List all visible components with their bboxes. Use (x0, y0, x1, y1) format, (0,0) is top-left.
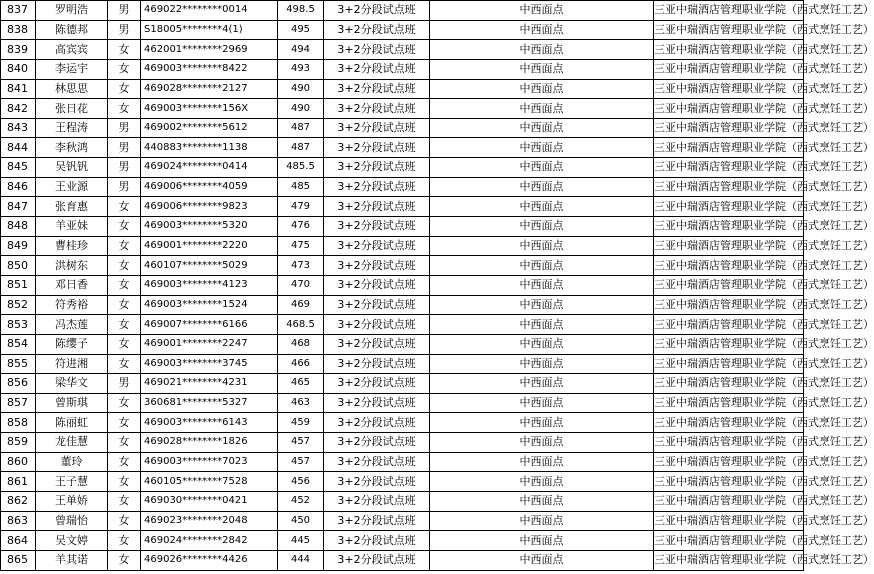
program-type-cell: 3+2分段试点班 (324, 433, 430, 453)
program-type-cell: 3+2分段试点班 (324, 20, 430, 40)
student-name-cell: 王单娇 (36, 492, 108, 512)
student-name-cell: 高宾宾 (36, 40, 108, 60)
program-type-cell: 3+2分段试点班 (324, 374, 430, 394)
gender-cell: 女 (108, 217, 141, 237)
student-name-cell: 冯杰莲 (36, 315, 108, 335)
major-cell: 中西面点 (430, 413, 654, 433)
school-cell: 三亚中瑞酒店管理职业学院（西式烹饪工艺） (654, 40, 804, 60)
table-row (1, 472, 804, 492)
score-cell: 493 (278, 59, 324, 79)
id-number-cell: 469003********7023 (141, 452, 278, 472)
table-row (1, 138, 804, 158)
row-number-cell: 850 (1, 256, 36, 276)
school-cell: 三亚中瑞酒店管理职业学院（西式烹饪工艺） (654, 472, 804, 492)
school-cell: 三亚中瑞酒店管理职业学院（西式烹饪工艺） (654, 550, 804, 570)
school-cell: 三亚中瑞酒店管理职业学院（西式烹饪工艺） (654, 236, 804, 256)
school-cell: 三亚中瑞酒店管理职业学院（西式烹饪工艺） (654, 334, 804, 354)
major-cell: 中西面点 (430, 118, 654, 138)
row-number-cell: 841 (1, 79, 36, 99)
row-number-cell: 847 (1, 197, 36, 217)
score-cell: 468 (278, 334, 324, 354)
program-type-cell: 3+2分段试点班 (324, 99, 430, 119)
school-cell: 三亚中瑞酒店管理职业学院（西式烹饪工艺） (654, 295, 804, 315)
student-name-cell: 洪树东 (36, 256, 108, 276)
student-name-cell: 符秀裕 (36, 295, 108, 315)
table-row (1, 550, 804, 570)
student-name-cell: 龙佳慧 (36, 433, 108, 453)
gender-cell: 女 (108, 334, 141, 354)
major-cell: 中西面点 (430, 256, 654, 276)
table-row (1, 511, 804, 531)
major-cell: 中西面点 (430, 275, 654, 295)
gender-cell: 女 (108, 433, 141, 453)
table-row (1, 158, 804, 178)
id-number-cell: 469030********0421 (141, 492, 278, 512)
gender-cell: 女 (108, 354, 141, 374)
gender-cell: 男 (108, 374, 141, 394)
gender-cell: 女 (108, 99, 141, 119)
id-number-cell: 469006********9823 (141, 197, 278, 217)
major-cell: 中西面点 (430, 59, 654, 79)
program-type-cell: 3+2分段试点班 (324, 59, 430, 79)
row-number-cell: 856 (1, 374, 36, 394)
school-cell: 三亚中瑞酒店管理职业学院（西式烹饪工艺） (654, 511, 804, 531)
major-cell: 中西面点 (430, 354, 654, 374)
id-number-cell: 469003********6143 (141, 413, 278, 433)
student-name-cell: 邓日香 (36, 275, 108, 295)
school-cell: 三亚中瑞酒店管理职业学院（西式烹饪工艺） (654, 354, 804, 374)
id-number-cell: 360681********5327 (141, 393, 278, 413)
student-name-cell: 符进湘 (36, 354, 108, 374)
row-number-cell: 863 (1, 511, 36, 531)
major-cell: 中西面点 (430, 492, 654, 512)
id-number-cell: 460105********7528 (141, 472, 278, 492)
id-number-cell: 469024********0414 (141, 158, 278, 178)
major-cell: 中西面点 (430, 236, 654, 256)
score-cell: 475 (278, 236, 324, 256)
id-number-cell: 460107********5029 (141, 256, 278, 276)
id-number-cell: S18005********4(1) (141, 20, 278, 40)
student-name-cell: 陈缨子 (36, 334, 108, 354)
score-cell: 444 (278, 550, 324, 570)
gender-cell: 女 (108, 256, 141, 276)
score-cell: 485.5 (278, 158, 324, 178)
student-name-cell: 罗明浩 (36, 1, 108, 21)
row-number-cell: 853 (1, 315, 36, 335)
table-row (1, 59, 804, 79)
id-number-cell: 469028********2127 (141, 79, 278, 99)
table-row (1, 393, 804, 413)
id-number-cell: 462001********2969 (141, 40, 278, 60)
row-number-cell: 840 (1, 59, 36, 79)
gender-cell: 女 (108, 511, 141, 531)
score-cell: 468.5 (278, 315, 324, 335)
id-number-cell: 469001********2220 (141, 236, 278, 256)
gender-cell: 男 (108, 118, 141, 138)
school-cell: 三亚中瑞酒店管理职业学院（西式烹饪工艺） (654, 79, 804, 99)
school-cell: 三亚中瑞酒店管理职业学院（西式烹饪工艺） (654, 256, 804, 276)
school-cell: 三亚中瑞酒店管理职业学院（西式烹饪工艺） (654, 374, 804, 394)
table-row (1, 433, 804, 453)
program-type-cell: 3+2分段试点班 (324, 217, 430, 237)
score-cell: 459 (278, 413, 324, 433)
student-name-cell: 董玲 (36, 452, 108, 472)
score-cell: 470 (278, 275, 324, 295)
major-cell: 中西面点 (430, 1, 654, 21)
student-name-cell: 陈丽虹 (36, 413, 108, 433)
id-number-cell: 469003********156X (141, 99, 278, 119)
gender-cell: 女 (108, 315, 141, 335)
school-cell: 三亚中瑞酒店管理职业学院（西式烹饪工艺） (654, 275, 804, 295)
gender-cell: 女 (108, 40, 141, 60)
school-cell: 三亚中瑞酒店管理职业学院（西式烹饪工艺） (654, 99, 804, 119)
id-number-cell: 469003********4123 (141, 275, 278, 295)
school-cell: 三亚中瑞酒店管理职业学院（西式烹饪工艺） (654, 452, 804, 472)
table-row (1, 295, 804, 315)
program-type-cell: 3+2分段试点班 (324, 452, 430, 472)
score-cell: 490 (278, 79, 324, 99)
table-row (1, 99, 804, 119)
school-cell: 三亚中瑞酒店管理职业学院（西式烹饪工艺） (654, 492, 804, 512)
program-type-cell: 3+2分段试点班 (324, 295, 430, 315)
gender-cell: 女 (108, 472, 141, 492)
school-cell: 三亚中瑞酒店管理职业学院（西式烹饪工艺） (654, 158, 804, 178)
program-type-cell: 3+2分段试点班 (324, 472, 430, 492)
score-cell: 463 (278, 393, 324, 413)
student-name-cell: 张育惠 (36, 197, 108, 217)
row-number-cell: 844 (1, 138, 36, 158)
student-name-cell: 王业源 (36, 177, 108, 197)
table-row (1, 20, 804, 40)
table-row (1, 236, 804, 256)
id-number-cell: 469023********2048 (141, 511, 278, 531)
gender-cell: 女 (108, 492, 141, 512)
program-type-cell: 3+2分段试点班 (324, 550, 430, 570)
score-cell: 487 (278, 118, 324, 138)
row-number-cell: 843 (1, 118, 36, 138)
gender-cell: 女 (108, 275, 141, 295)
gender-cell: 女 (108, 59, 141, 79)
row-number-cell: 855 (1, 354, 36, 374)
major-cell: 中西面点 (430, 217, 654, 237)
program-type-cell: 3+2分段试点班 (324, 40, 430, 60)
score-cell: 466 (278, 354, 324, 374)
score-cell: 473 (278, 256, 324, 276)
row-number-cell: 860 (1, 452, 36, 472)
row-number-cell: 851 (1, 275, 36, 295)
school-cell: 三亚中瑞酒店管理职业学院（西式烹饪工艺） (654, 20, 804, 40)
school-cell: 三亚中瑞酒店管理职业学院（西式烹饪工艺） (654, 118, 804, 138)
id-number-cell: 469002********5612 (141, 118, 278, 138)
row-number-cell: 854 (1, 334, 36, 354)
program-type-cell: 3+2分段试点班 (324, 315, 430, 335)
gender-cell: 女 (108, 197, 141, 217)
major-cell: 中西面点 (430, 452, 654, 472)
program-type-cell: 3+2分段试点班 (324, 177, 430, 197)
row-number-cell: 848 (1, 217, 36, 237)
gender-cell: 女 (108, 531, 141, 551)
table-row (1, 531, 804, 551)
student-name-cell: 羊亚妹 (36, 217, 108, 237)
gender-cell: 女 (108, 393, 141, 413)
program-type-cell: 3+2分段试点班 (324, 1, 430, 21)
score-cell: 476 (278, 217, 324, 237)
table-row (1, 256, 804, 276)
score-cell: 465 (278, 374, 324, 394)
score-cell: 457 (278, 433, 324, 453)
program-type-cell: 3+2分段试点班 (324, 197, 430, 217)
table-row (1, 197, 804, 217)
table-row (1, 452, 804, 472)
score-cell: 494 (278, 40, 324, 60)
table-row (1, 374, 804, 394)
gender-cell: 女 (108, 79, 141, 99)
school-cell: 三亚中瑞酒店管理职业学院（西式烹饪工艺） (654, 393, 804, 413)
student-name-cell: 王子慧 (36, 472, 108, 492)
major-cell: 中西面点 (430, 158, 654, 178)
table-row (1, 315, 804, 335)
row-number-cell: 865 (1, 550, 36, 570)
school-cell: 三亚中瑞酒店管理职业学院（西式烹饪工艺） (654, 217, 804, 237)
table-body (1, 1, 874, 571)
student-name-cell: 李秋鸿 (36, 138, 108, 158)
id-number-cell: 469026********4426 (141, 550, 278, 570)
id-number-cell: 469028********1826 (141, 433, 278, 453)
student-name-cell: 陈德邦 (36, 20, 108, 40)
major-cell: 中西面点 (430, 99, 654, 119)
school-cell: 三亚中瑞酒店管理职业学院（西式烹饪工艺） (654, 315, 804, 335)
student-name-cell: 曾瑞怡 (36, 511, 108, 531)
score-cell: 450 (278, 511, 324, 531)
student-name-cell: 李运宇 (36, 59, 108, 79)
student-name-cell: 张日花 (36, 99, 108, 119)
gender-cell: 男 (108, 158, 141, 178)
program-type-cell: 3+2分段试点班 (324, 354, 430, 374)
major-cell: 中西面点 (430, 40, 654, 60)
student-name-cell: 吴钒钒 (36, 158, 108, 178)
score-cell: 452 (278, 492, 324, 512)
score-cell: 469 (278, 295, 324, 315)
table-row (1, 79, 804, 99)
row-number-cell: 862 (1, 492, 36, 512)
id-number-cell: 469003********5320 (141, 217, 278, 237)
table-row (1, 118, 804, 138)
major-cell: 中西面点 (430, 334, 654, 354)
row-number-cell: 858 (1, 413, 36, 433)
score-cell: 495 (278, 20, 324, 40)
program-type-cell: 3+2分段试点班 (324, 275, 430, 295)
row-number-cell: 849 (1, 236, 36, 256)
school-cell: 三亚中瑞酒店管理职业学院（西式烹饪工艺） (654, 138, 804, 158)
id-number-cell: 469007********6166 (141, 315, 278, 335)
student-name-cell: 王程涛 (36, 118, 108, 138)
student-name-cell: 吴文婷 (36, 531, 108, 551)
major-cell: 中西面点 (430, 433, 654, 453)
score-cell: 457 (278, 452, 324, 472)
student-name-cell: 曹桂珍 (36, 236, 108, 256)
id-number-cell: 469003********8422 (141, 59, 278, 79)
program-type-cell: 3+2分段试点班 (324, 118, 430, 138)
table-row (1, 413, 804, 433)
gender-cell: 男 (108, 177, 141, 197)
student-name-cell: 林思思 (36, 79, 108, 99)
row-number-cell: 839 (1, 40, 36, 60)
table-row (1, 1, 804, 21)
score-cell: 498.5 (278, 1, 324, 21)
school-cell: 三亚中瑞酒店管理职业学院（西式烹饪工艺） (654, 197, 804, 217)
id-number-cell: 469022********0014 (141, 1, 278, 21)
score-cell: 456 (278, 472, 324, 492)
id-number-cell: 469003********1524 (141, 295, 278, 315)
row-number-cell: 845 (1, 158, 36, 178)
major-cell: 中西面点 (430, 20, 654, 40)
school-cell: 三亚中瑞酒店管理职业学院（西式烹饪工艺） (654, 531, 804, 551)
score-cell: 479 (278, 197, 324, 217)
major-cell: 中西面点 (430, 315, 654, 335)
table-row (1, 275, 804, 295)
major-cell: 中西面点 (430, 550, 654, 570)
major-cell: 中西面点 (430, 393, 654, 413)
program-type-cell: 3+2分段试点班 (324, 256, 430, 276)
score-cell: 490 (278, 99, 324, 119)
school-cell: 三亚中瑞酒店管理职业学院（西式烹饪工艺） (654, 177, 804, 197)
program-type-cell: 3+2分段试点班 (324, 334, 430, 354)
major-cell: 中西面点 (430, 374, 654, 394)
program-type-cell: 3+2分段试点班 (324, 79, 430, 99)
program-type-cell: 3+2分段试点班 (324, 413, 430, 433)
score-cell: 485 (278, 177, 324, 197)
gender-cell: 男 (108, 138, 141, 158)
major-cell: 中西面点 (430, 177, 654, 197)
school-cell: 三亚中瑞酒店管理职业学院（西式烹饪工艺） (654, 433, 804, 453)
gender-cell: 男 (108, 20, 141, 40)
major-cell: 中西面点 (430, 511, 654, 531)
gender-cell: 男 (108, 1, 141, 21)
id-number-cell: 469024********2842 (141, 531, 278, 551)
id-number-cell: 469006********4059 (141, 177, 278, 197)
row-number-cell: 852 (1, 295, 36, 315)
major-cell: 中西面点 (430, 472, 654, 492)
id-number-cell: 469021********4231 (141, 374, 278, 394)
row-number-cell: 837 (1, 1, 36, 21)
row-number-cell: 859 (1, 433, 36, 453)
school-cell: 三亚中瑞酒店管理职业学院（西式烹饪工艺） (654, 1, 804, 21)
student-name-cell: 梁华文 (36, 374, 108, 394)
row-number-cell: 857 (1, 393, 36, 413)
major-cell: 中西面点 (430, 295, 654, 315)
id-number-cell: 469001********2247 (141, 334, 278, 354)
row-number-cell: 861 (1, 472, 36, 492)
program-type-cell: 3+2分段试点班 (324, 393, 430, 413)
student-name-cell: 羊其诺 (36, 550, 108, 570)
student-name-cell: 曾斯琪 (36, 393, 108, 413)
table-row (1, 217, 804, 237)
row-number-cell: 842 (1, 99, 36, 119)
row-number-cell: 838 (1, 20, 36, 40)
school-cell: 三亚中瑞酒店管理职业学院（西式烹饪工艺） (654, 59, 804, 79)
table-row (1, 354, 804, 374)
score-cell: 487 (278, 138, 324, 158)
table-row (1, 334, 804, 354)
program-type-cell: 3+2分段试点班 (324, 158, 430, 178)
row-number-cell: 846 (1, 177, 36, 197)
table-row (1, 177, 804, 197)
score-cell: 445 (278, 531, 324, 551)
major-cell: 中西面点 (430, 138, 654, 158)
table-row (1, 40, 804, 60)
gender-cell: 女 (108, 452, 141, 472)
program-type-cell: 3+2分段试点班 (324, 511, 430, 531)
id-number-cell: 469003********3745 (141, 354, 278, 374)
id-number-cell: 440883********1138 (141, 138, 278, 158)
major-cell: 中西面点 (430, 79, 654, 99)
program-type-cell: 3+2分段试点班 (324, 138, 430, 158)
major-cell: 中西面点 (430, 531, 654, 551)
gender-cell: 女 (108, 236, 141, 256)
school-cell: 三亚中瑞酒店管理职业学院（西式烹饪工艺） (654, 413, 804, 433)
table-row (1, 492, 804, 512)
gender-cell: 女 (108, 295, 141, 315)
program-type-cell: 3+2分段试点班 (324, 531, 430, 551)
gender-cell: 女 (108, 413, 141, 433)
row-number-cell: 864 (1, 531, 36, 551)
program-type-cell: 3+2分段试点班 (324, 492, 430, 512)
gender-cell: 女 (108, 550, 141, 570)
program-type-cell: 3+2分段试点班 (324, 236, 430, 256)
major-cell: 中西面点 (430, 197, 654, 217)
